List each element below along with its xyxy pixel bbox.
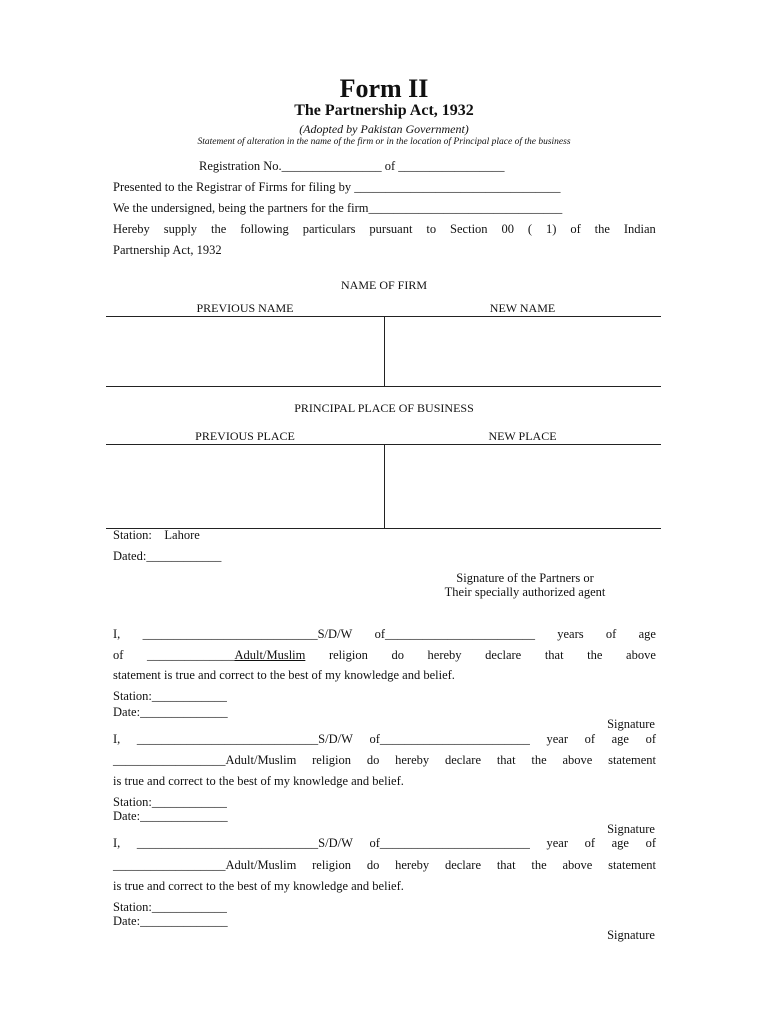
word: the — [531, 858, 547, 872]
word: years — [557, 627, 584, 641]
word: supply — [163, 222, 198, 236]
declaration-1-date: Date:______________ — [113, 705, 228, 719]
word: of________________________ — [374, 627, 535, 641]
word: the — [587, 648, 603, 662]
word: pursuant — [369, 222, 413, 236]
word: the — [531, 753, 547, 767]
word: Hereby — [113, 222, 150, 236]
name-of-firm-heading: NAME OF FIRM — [340, 278, 427, 292]
word: do — [366, 753, 380, 767]
declaration-3-line-3: is true and correct to the best of my knowledge and belief. — [113, 879, 404, 893]
declaration-3-station: Station:____________ — [113, 900, 227, 914]
blank-religion — [147, 648, 305, 663]
word: age — [611, 836, 629, 850]
word: _____________________________S/D/W — [136, 836, 353, 850]
word: religion — [328, 648, 368, 662]
place-table-divider — [384, 444, 385, 528]
word: of — [570, 222, 581, 236]
statement-description: Statement of alteration in the name of the firm or in the location of Principal place of the business — [197, 137, 571, 147]
declaration-2-date: Date:______________ — [113, 809, 228, 823]
word: above — [562, 858, 593, 872]
hereby-line — [113, 222, 656, 237]
word: age — [638, 627, 656, 641]
form-title: Form II — [339, 74, 429, 103]
word: Section — [450, 222, 488, 236]
word: religion — [312, 858, 352, 872]
station-lahore: Station: Lahore — [113, 528, 200, 542]
word: ____________________________S/D/W — [142, 627, 353, 641]
declaration-2-line-1 — [113, 732, 656, 747]
word: year — [546, 836, 568, 850]
partners-signature-label-2: Their specially authorized agent — [444, 585, 606, 599]
word: statement — [608, 858, 656, 872]
word: I, — [113, 627, 121, 641]
word: of________________________ — [369, 836, 530, 850]
declaration-3-line-2 — [113, 858, 656, 873]
previous-name-header: PREVIOUS NAME — [196, 301, 294, 315]
dated-line: Dated:____________ — [113, 549, 222, 563]
word: do — [391, 648, 404, 662]
new-name-header: NEW NAME — [489, 301, 556, 315]
word: the — [594, 222, 610, 236]
undersigned-line: We the undersigned, being the partners for the firm_______________________________ — [113, 201, 563, 215]
word: I, — [113, 732, 121, 746]
principal-place-heading: PRINCIPAL PLACE OF BUSINESS — [294, 401, 474, 415]
hereby-line-2: Partnership Act, 1932 — [113, 243, 222, 257]
religion-underlined: Adult/Muslim — [234, 648, 306, 662]
word: I, — [113, 836, 121, 850]
declaration-1-line-2 — [113, 648, 656, 663]
word: declare — [444, 858, 482, 872]
word: to — [426, 222, 437, 236]
word: __________________Adult/Muslim — [113, 858, 297, 872]
declaration-1-line-3: statement is true and correct to the best of my knowledge and belief. — [113, 668, 455, 682]
word: do — [366, 858, 380, 872]
firm-table-divider — [384, 316, 385, 386]
word: that — [496, 753, 516, 767]
word: of — [113, 648, 124, 662]
word: of — [645, 836, 656, 850]
word: __________________Adult/Muslim — [113, 753, 297, 767]
word: particulars — [302, 222, 356, 236]
declaration-2-line-3: is true and correct to the best of my knowledge and belief. — [113, 774, 404, 788]
declaration-2-station: Station:____________ — [113, 795, 227, 809]
word: ( — [527, 222, 533, 236]
word: religion — [312, 753, 352, 767]
act-subtitle: The Partnership Act, 1932 — [294, 102, 474, 119]
word: declare — [444, 753, 482, 767]
declaration-3-line-1 — [113, 836, 656, 851]
word: the — [210, 222, 227, 236]
word: hereby — [395, 858, 430, 872]
registration-line: Registration No.________________ of _________________ — [199, 159, 505, 173]
adopted-note: (Adopted by Pakistan Government) — [299, 122, 469, 136]
declaration-1-station: Station:____________ — [113, 689, 227, 703]
word: statement — [608, 753, 656, 767]
firm-table-bottom-rule — [106, 386, 661, 387]
word: of — [645, 732, 656, 746]
word: 00 — [501, 222, 514, 236]
word: declare — [485, 648, 522, 662]
word: of________________________ — [369, 732, 530, 746]
word: above — [562, 753, 593, 767]
word: above — [626, 648, 656, 662]
word: age — [611, 732, 629, 746]
declaration-2-signature: Signature — [607, 822, 655, 836]
word: of — [605, 627, 617, 641]
word: 1) — [545, 222, 557, 236]
word: following — [240, 222, 289, 236]
word: Indian — [623, 222, 656, 236]
partners-signature-label-1: Signature of the Partners or — [456, 571, 594, 585]
word: hereby — [395, 753, 430, 767]
declaration-1-line-1 — [113, 627, 656, 642]
presented-line: Presented to the Registrar of Firms for filing by _________________________________ — [113, 180, 561, 194]
blank: ______________ — [147, 648, 235, 662]
word: that — [544, 648, 564, 662]
declaration-3-signature: Signature — [607, 928, 655, 942]
word: that — [496, 858, 516, 872]
new-place-header: NEW PLACE — [488, 429, 557, 443]
declaration-3-date: Date:______________ — [113, 914, 228, 928]
word: of — [584, 732, 596, 746]
declaration-1-signature: Signature — [607, 717, 655, 731]
word: year — [546, 732, 568, 746]
previous-place-header: PREVIOUS PLACE — [195, 429, 295, 443]
declaration-2-line-2 — [113, 753, 656, 768]
word: of — [584, 836, 596, 850]
word: hereby — [427, 648, 462, 662]
word: _____________________________S/D/W — [136, 732, 353, 746]
